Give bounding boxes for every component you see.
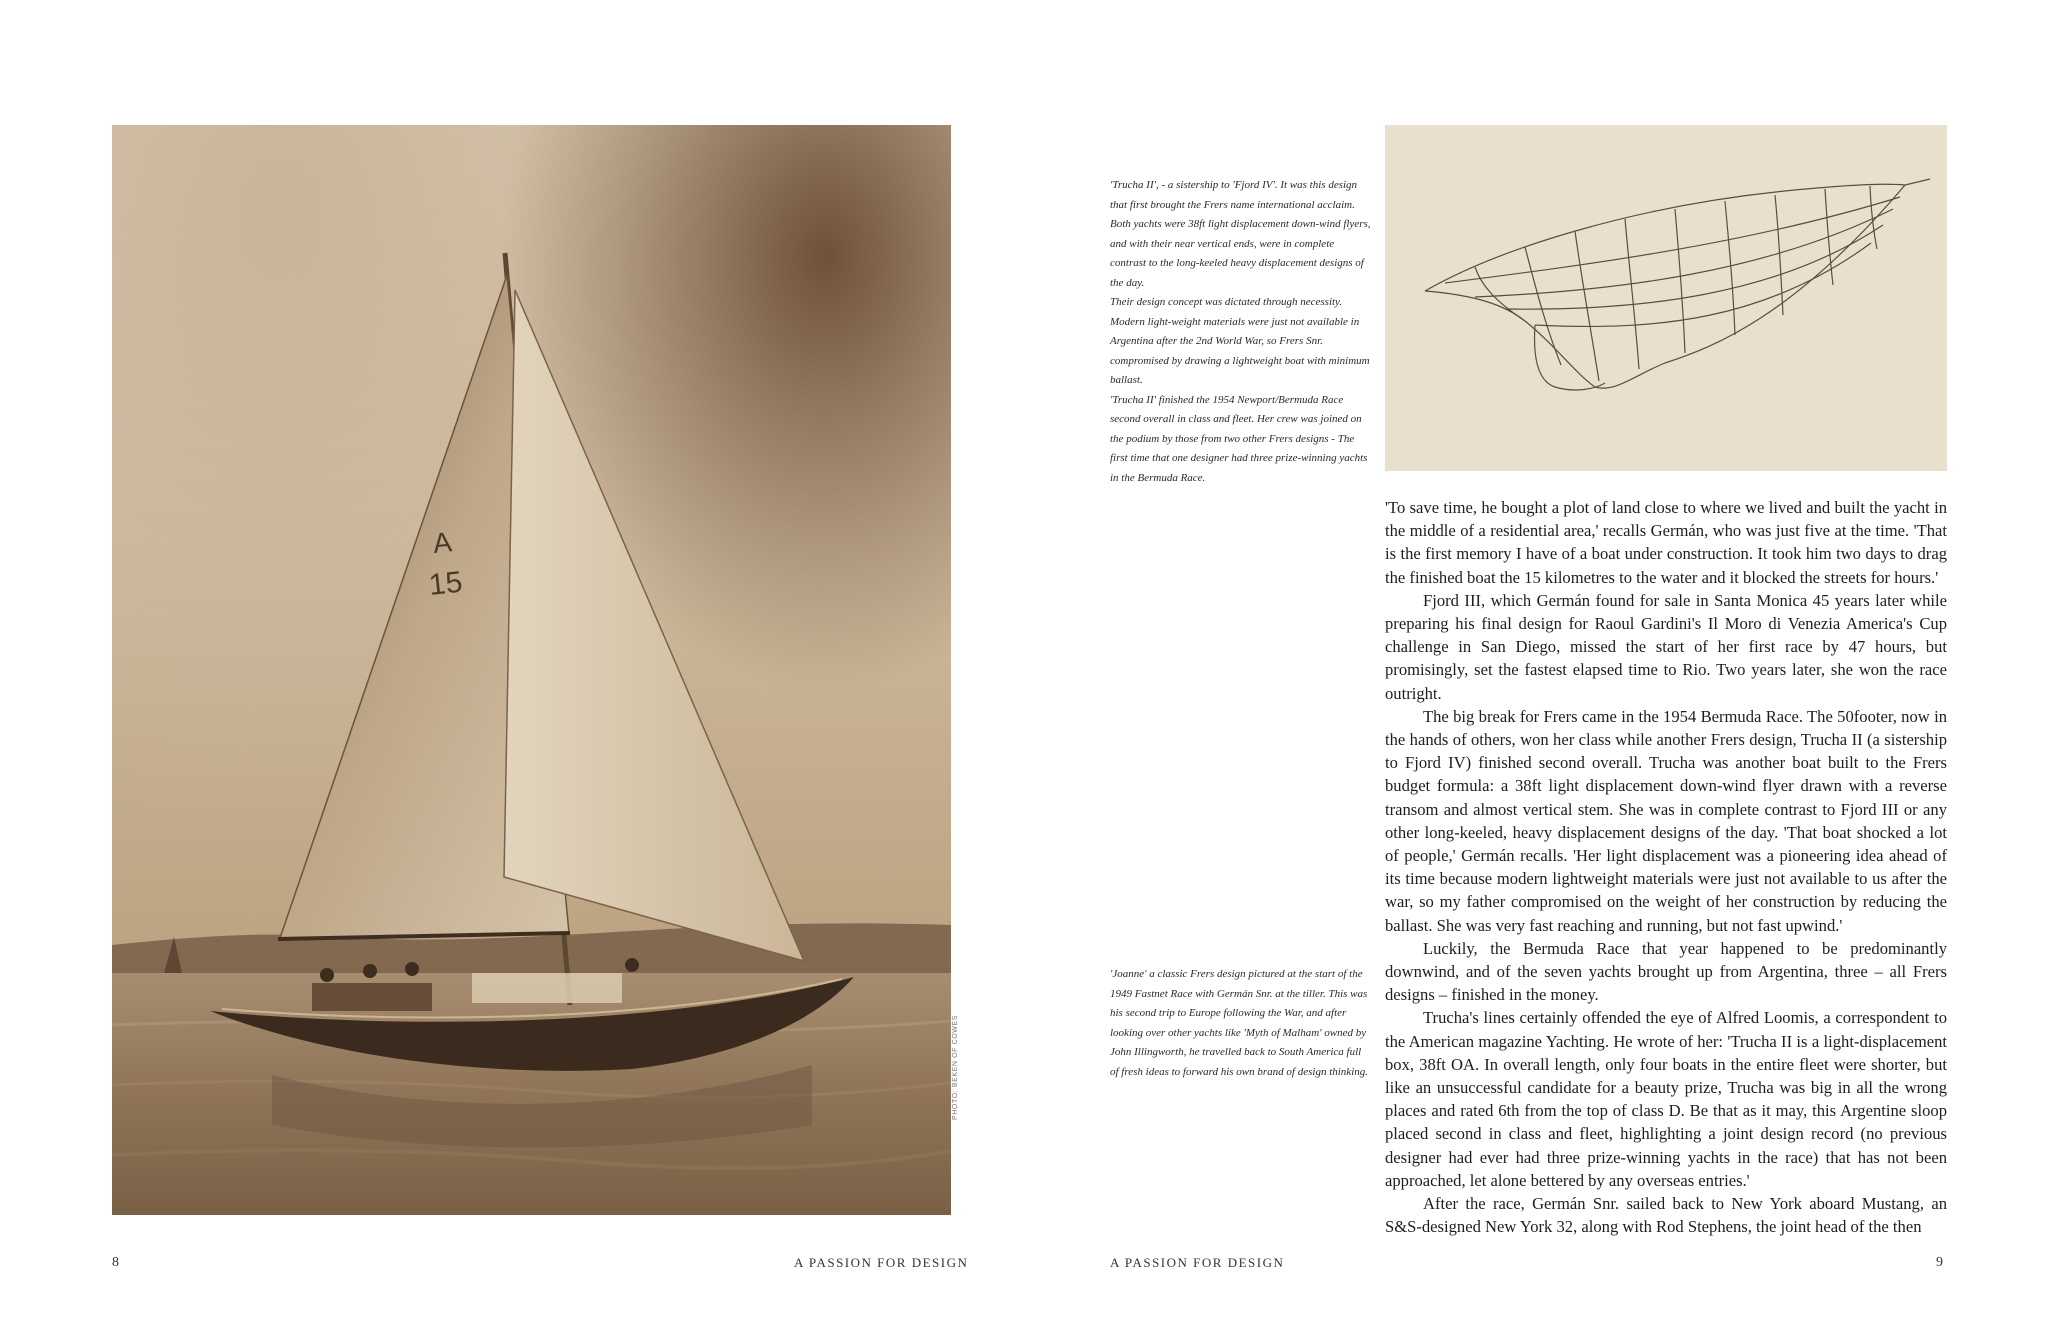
hull-lines-drawing	[1385, 125, 1947, 471]
body-paragraph: Trucha's lines certainly offended the eye of Alfred Loomis, a correspondent to the American magazine Yachting. He wrote of her: 'Trucha II is a light-displacement box, 38ft OA. In overall length, only four boats in the entire fleet were shorter, but like an unsuccessful candidate for a beauty prize, Trucha was big in all the wrong places and rated 6th from the top of class D. Be that as it may, this Argentine sloop placed second in class and fleet, highlighting a joint design record (no previous designer had ever had three prize-winning yachts in the race) that has not been approached, let alone bettered by any overseas entries.'	[1385, 1008, 1947, 1190]
svg-text:15: 15	[427, 565, 464, 602]
body-paragraph: The big break for Frers came in the 1954 Bermuda Race. The 50footer, now in the hands of others, won her class while another Frers design, Trucha II (a sistership to Fjord IV) finished second overall. Trucha was another boat built to the Frers budget formula: a 38ft light displacement down-wind flyer drawn with a reverse transom and almost vertical stem. She was in complete contrast to Fjord III or any other long-keeled, heavy displacement designs of the day. 'That boat shocked a lot of people,' Germán recalls. 'Her light displacement was a pioneering idea ahead of its time because modern lightweight materials were just not available to us after the war, so my father compromised on the weight of her construction by reducing the ballast. She was very fast reaching and running, but not fast upwind.'	[1385, 706, 1947, 935]
yacht-illustration	[112, 125, 951, 1215]
svg-text:A: A	[431, 526, 454, 559]
caption-paragraph: Their design concept was dictated through necessity. Modern light-weight materials were just not available in Argentina after the 2nd World War, so Frers Snr. compromised by drawing a lightweight boat with minimum ballast.	[1110, 296, 1370, 386]
body-paragraph: After the race, Germán Snr. sailed back to New York aboard Mustang, an S&S-designed New York 32, along with Rod Stephens, the joint head of the then	[1385, 1194, 1947, 1237]
caption-joanne	[1110, 965, 1372, 1082]
left-page-number: 8	[112, 1255, 119, 1270]
right-running-head: A PASSION FOR DESIGN	[1110, 1255, 1285, 1270]
caption-trucha	[1110, 176, 1372, 488]
hull-sketch	[1385, 125, 1947, 471]
body-paragraph: 'To save time, he bought a plot of land close to where we lived and built the yacht in the middle of a residential area,' recalls Germán, who was just five at the time. 'That is the first memory I have of a boat under construction. It took him two days to drag the finished boat the 15 kilometres to the water and it blocked the streets for hours.'	[1385, 498, 1947, 587]
body-paragraph: Fjord III, which Germán found for sale in Santa Monica 45 years later while preparing his final design for Raoul Gardini's Il Moro di Venezia America's Cup challenge in San Diego, missed the start of her first race by 47 hours, but promisingly, set the fastest elapsed time to Rio. Two years later, she won the race outright.	[1385, 590, 1947, 703]
caption-paragraph: 'Trucha II' finished the 1954 Newport/Bermuda Race second overall in class and fleet. Her crew was joined on the podium by those from two other Frers designs - The first time that one designer had three prize-winning yachts in the Bermuda Race.	[1110, 393, 1368, 484]
left-running-head: A PASSION FOR DESIGN	[794, 1255, 969, 1270]
body-paragraph: Luckily, the Bermuda Race that year happened to be predominantly downwind, and of the seven yachts brought up from Argentina, three – all Frers designs – finished in the money.	[1385, 938, 1947, 1005]
caption-paragraph: 'Trucha II', - a sistership to 'Fjord IV'. It was this design that first brought the Frers name international acclaim. Both yachts were 38ft light displacement down-wind flyers, and with their near vertical ends, were in complete contrast to the long-keeled heavy displacement designs of the day.	[1110, 179, 1371, 289]
photo-credit: PHOTO: BEKEN OF COWES	[952, 1014, 959, 1120]
sailing-yacht-photo	[112, 125, 951, 1215]
caption-paragraph: 'Joanne' a classic Frers design pictured at the start of the 1949 Fastnet Race with Germán Snr. at the tiller. This was his second trip to Europe following the War, and after looking over other yachts like 'Myth of Malham' owned by John Illingworth, he travelled back to South America full of fresh ideas to forward his own brand of design thinking.	[1110, 968, 1369, 1078]
article-body	[1385, 496, 1947, 1239]
right-page-number: 9	[1936, 1255, 1943, 1270]
